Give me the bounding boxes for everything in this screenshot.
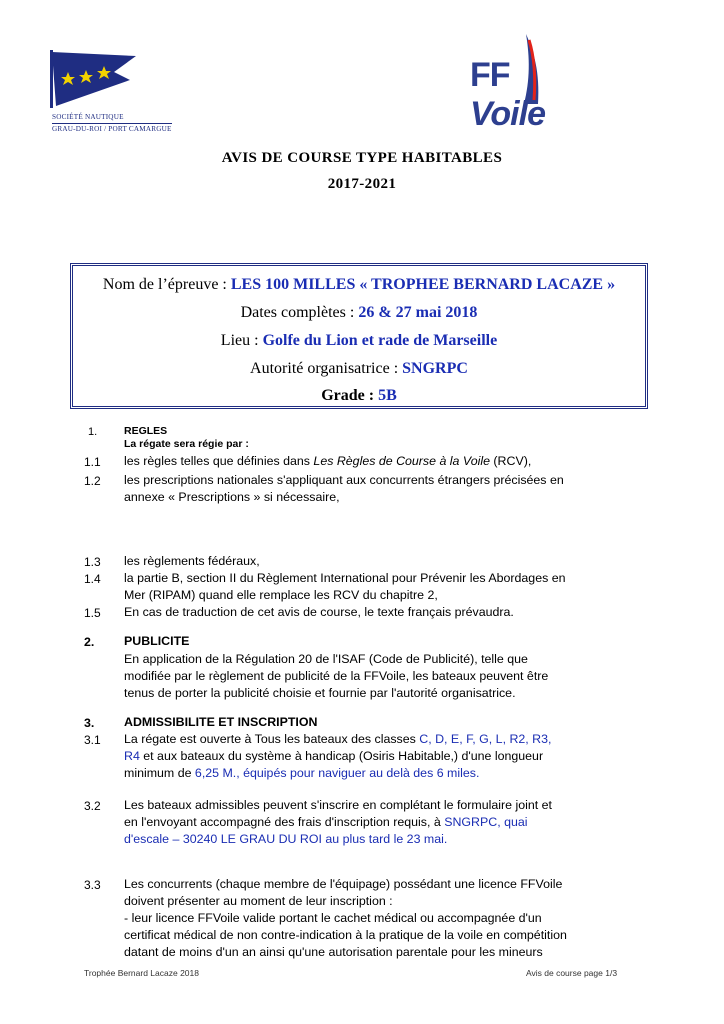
event-name-label: Nom de l’épreuve : (102, 276, 231, 293)
event-info-box (70, 263, 648, 409)
section-3-number: 3. (84, 716, 95, 730)
event-grade-line (73, 387, 645, 405)
item-3-1-text-c: minimum de (124, 766, 195, 780)
item-3-2-line3: d'escale – 30240 LE GRAU DU ROI au plus tard le 23 mai. (124, 832, 448, 846)
club-name-line1: SOCIÉTÉ NAUTIQUE (52, 113, 124, 121)
event-name-value: LES 100 MILLES « TROPHEE BERNARD LACAZE » (230, 276, 616, 293)
item-3-3-line4: certificat médical de non contre-indication à la pratique de la voile en compétition (124, 928, 567, 942)
event-authority-label: Autorité organisatrice : (250, 360, 403, 377)
club-logo (48, 50, 178, 142)
item-3-1-line2 (124, 748, 543, 766)
section-1-number: 1. (88, 426, 98, 438)
item-3-2-line1: Les bateaux admissibles peuvent s'inscrire en complétant le formulaire joint et (124, 798, 552, 812)
item-1-4-number: 1.4 (84, 572, 101, 586)
item-1-4-line1: la partie B, section II du Règlement International pour Prévenir les Abordages en (124, 571, 566, 585)
item-1-1-pre: les règles telles que définies dans (124, 454, 314, 468)
event-grade-value: 5B (378, 387, 397, 404)
item-1-1-italic: Les Règles de Course à la Voile (313, 454, 490, 468)
footer-page: Avis de course page 1/3 (526, 968, 618, 978)
section-2-title: PUBLICITE (124, 634, 190, 648)
logo-voile-text: Voile (470, 95, 545, 133)
event-place-line (73, 332, 645, 350)
item-3-2-number: 3.2 (84, 799, 101, 813)
item-3-3-line3: - leur licence FFVoile valide portant le cachet médical ou accompagnée d'un (124, 911, 542, 925)
section-2-line2: modifiée par le règlement de publicité de la FFVoile, les bateaux peuvent être (124, 669, 549, 683)
section-2-number: 2. (84, 635, 95, 649)
footer-left: Trophée Bernard Lacaze 2018 (84, 968, 199, 978)
event-grade-label: Grade : (321, 387, 379, 404)
event-authority-value: SNGRPC (402, 360, 468, 377)
item-3-2-line2 (124, 814, 528, 832)
item-3-2-text-b: en l'envoyant accompagné des frais d'inscription requis, à (124, 815, 445, 829)
item-1-5-number: 1.5 (84, 606, 101, 620)
document-years: 2017-2021 (327, 176, 397, 192)
item-3-1-line1 (124, 731, 551, 749)
section-1-title: REGLES (124, 425, 168, 437)
item-1-1-number: 1.1 (84, 455, 101, 469)
event-dates-value: 26 & 27 mai 2018 (358, 304, 478, 321)
item-1-3-number: 1.3 (84, 555, 101, 569)
burgee-flag-icon (50, 50, 146, 108)
item-3-1-class-r4: R4 (124, 749, 140, 763)
item-3-3-line2: doivent présenter au moment de leur inscription : (124, 894, 393, 908)
item-3-3-line5: datant de moins d'un an ainsi qu'une autorisation parentale pour les mineurs (124, 945, 543, 959)
item-1-5-text: En cas de traduction de cet avis de course, le texte français prévaudra. (124, 605, 514, 619)
item-1-1-post: (RCV), (489, 454, 532, 468)
event-name-line (73, 276, 645, 294)
item-1-3-text: les règlements fédéraux, (124, 554, 260, 568)
event-dates-line (73, 304, 645, 322)
item-3-2-address-a: SNGRPC, quai (444, 815, 528, 829)
club-name-line2: GRAU-DU-ROI / PORT CAMARGUE (52, 125, 172, 133)
item-3-1-min-length: 6,25 M., équipés pour naviguer au delà des 6 miles. (194, 766, 480, 780)
event-authority-line (73, 360, 645, 378)
item-3-1-text: La régate est ouverte à Tous les bateaux des classes (124, 732, 420, 746)
item-3-3-line1: Les concurrents (chaque membre de l'équipage) possédant une licence FFVoile (124, 877, 563, 891)
item-1-2-number: 1.2 (84, 474, 101, 488)
document-title: AVIS DE COURSE TYPE HABITABLES (221, 150, 503, 166)
section-1-intro: La régate sera régie par : (124, 438, 249, 450)
logo-ff-text: FF (470, 56, 510, 94)
event-place-label: Lieu : (220, 332, 263, 349)
item-1-2-line1: les prescriptions nationales s'appliquant aux concurrents étrangers précisées en (124, 473, 564, 487)
section-2-line1: En application de la Régulation 20 de l'ISAF (Code de Publicité), telle que (124, 652, 528, 666)
item-3-1-text-b: et aux bateaux du système à handicap (Osiris Habitable,) d'une longueur (139, 749, 544, 763)
event-place-value: Golfe du Lion et rade de Marseille (262, 332, 498, 349)
ffvoile-logo (470, 32, 580, 133)
item-3-3-number: 3.3 (84, 878, 101, 892)
event-dates-label: Dates complètes : (240, 304, 359, 321)
item-1-2-line2: annexe « Prescriptions » si nécessaire, (124, 490, 340, 504)
section-3-title: ADMISSIBILITE ET INSCRIPTION (124, 715, 318, 729)
item-3-1-classes: C, D, E, F, G, L, R2, R3, (419, 732, 552, 746)
section-2-line3: tenus de porter la publicité choisie et fournie par l'autorité organisatrice. (124, 686, 516, 700)
item-3-1-number: 3.1 (84, 733, 101, 747)
item-1-1-text (124, 453, 531, 471)
item-1-4-line2: Mer (RIPAM) quand elle remplace les RCV du chapitre 2, (124, 588, 438, 602)
item-3-1-line3 (124, 765, 479, 783)
